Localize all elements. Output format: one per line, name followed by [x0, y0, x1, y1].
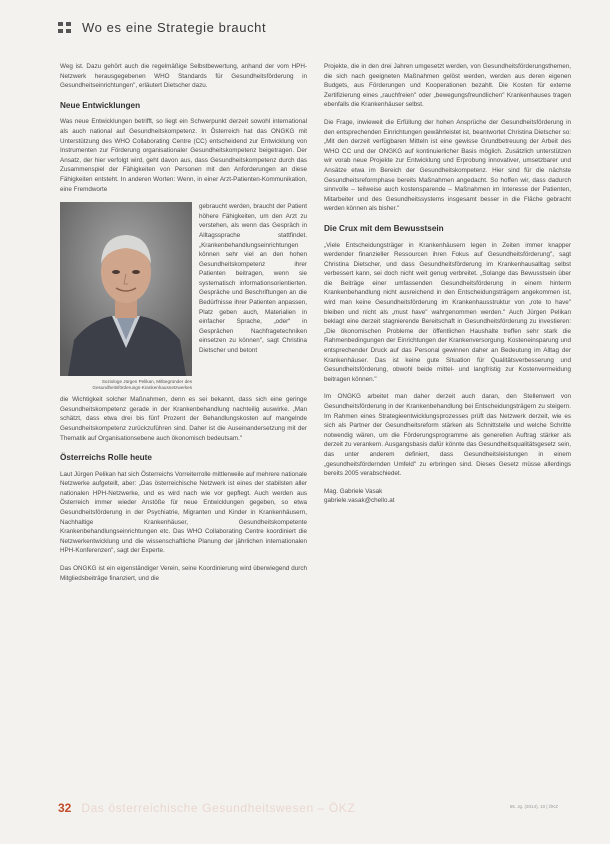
body-paragraph: Im ONGKG arbeitet man daher derzeit auch daran, den Stellenwert von Gesundheitsförderung in der Krankenbehandlung bei Entscheidungsträgern zu steigern. Im Rahmen eines Strategieentwicklungsprozesses prüft das Netzwerk derzeit, wie es sich als Partner der Gesundheitsreform stärken als Schnittstelle und welche Schritte notwendig wären, um die Förderungsprogramme als generellen Auftrag stärker als derzeit zu verankern. Ausgangsbasis dafür könnte das Gesundheitsqualitätsgesetz sein, das unter anderem definiert, dass Gesundheitsleistungen in einem „gesundheitsfördernden Umfeld" zu erbringen sind. Dieses Gesetz müsse allerdings bereits 2005 verabschiedet. — [324, 393, 571, 478]
page-header — [58, 20, 266, 35]
portrait-photo — [60, 202, 192, 376]
body-paragraph: Das ONGKG ist ein eigenständiger Verein, seine Koordinierung wird überwiegend durch Mitgliedsbeiträge finanziert, und die — [60, 565, 307, 582]
man-portrait-icon — [60, 202, 192, 376]
body-paragraph: Laut Jürgen Pelikan hat sich Österreichs Vorreiterrolle mittlerweile auf mehrere nationale Netzwerke aufgeteilt, aber: „Das österreichische Netzwerk ist eines der stabilsten aller nationalen HPH-Netzwerke, und es wird nach wie vor gepflegt. Auch werden aus Österreich immer wieder Anstöße für neue Entwicklungen gegeben, so etwa Gesundheitsförderung in der Psychiatrie, Migranten und Kinder in Krankenhäusern, Nachhaltige Krankenhäuser, Gesundheitskompetente Krankenbehandlungseinrichtungen etc. Das WHO Collaborating Centre koordiniert die Netzwerkentwicklung und die wissenschaftliche Planung der jährlichen internationalen HPH-Konferenzen", sagt der Experte. — [60, 470, 307, 555]
photo-caption: Soziologe Jürgen Pelikan, Mitbegründer des Gesundheitsförderungs-Krankenhausnetzwerkes — [92, 379, 192, 391]
portrait-figure — [60, 202, 192, 391]
section-heading-oesterreichs-rolle: Österreichs Rolle heute — [60, 453, 152, 463]
section-heading-crux: Die Crux mit dem Bewusstsein — [324, 223, 444, 233]
body-paragraph: die Wichtigkeit solcher Maßnahmen, denn es sei bekannt, dass sich eine geringe Gesundheitskompetenz gerade in der Krankenbehandlung nachteilig auswirke. „Man schätzt, dass etwa drei bis fünf Prozent der Behandlungskosten auf mangelnde Gesundheitskompetenz zurückzuführen sind. Daher ist die Auseinandersetzung mit der Thematik auf Organisationsebene auch ökonomisch bedeutsam." — [60, 396, 307, 442]
section-title: Wo es eine Strategie braucht — [82, 20, 267, 35]
author-email[interactable]: gabriele.vasak@chello.at — [324, 496, 395, 504]
body-paragraph: Projekte, die in den drei Jahren umgesetzt werden, von Gesundheitsförderungsthemen, die sich nach geeigneten Maßnahmen gelöst werden, werden aus deren eigenen Budgets, aus Förderungen und Kooperationen bezahlt. Die Kosten für externe Zertifizierung eines „rauchfreien" oder „bewegungsfreundlichen" Krankenhauses tragen ebenfalls die Krankenhäuser selbst. — [324, 63, 571, 109]
author-block — [324, 487, 571, 505]
body-paragraph: „Viele Entscheidungsträger in Krankenhäusern legen in Zeiten immer knapper werdender finanzieller Ressourcen ihren Fokus auf Gesundheitsförderung", sagt Christina Dietscher, und dass Gesundheitsförderung im Krankenhausalltag selbst verbessert kann, sei doch nicht weit genug verbreitet. „Solange das Bewusstsein über die Beiträge einer umfassenden Gesundheitsförderung in einem hinterm Krankenbehandlung nicht ausreichend in den Entscheidungsträgern angekommen ist, wird man keine Gesundheitsförderung im Krankenhausstruktur von „rote to have" bleiben und nicht als „must have" wahrgenommen werden." Auch Jürgen Pelikan beklagt eine derzeit stagnierende Bereitschaft in Gesundheitsförderung zu investieren: „Die ökonomischen Probleme der öffentlichen Haushalte treffen sehr stark die Rahmenbedingungen der Einrichtungen der Krankenversorgung. Kosteneinsparung und entsprechender Druck auf das Personal gewinnen daher an Bedeutung im Alltag der Krankenhäuser. Das ist keine gute Situation für Qualitätsverbesserung und Gesundheitsförderung, obwohl beide mittel- und langfristig zur Kostenvermeidung beitragen können." — [324, 241, 571, 383]
page-number: 32 — [58, 801, 72, 815]
page-footer — [58, 801, 578, 815]
body-paragraph: gebraucht werden, braucht der Patient höhere Fähigkeiten, um den Arzt zu verstehen, als wenn das Gespräch in Alltagssprache stattfindet. „Krankenbehandlungseinrichtungen können sehr viel an den hohen Gesundheitskompetenz ihrer Patienten beitragen, wenn sie systematisch informationsorientierten. Gespräche und Beschriftungen an die Bedürfnisse ihrer Patienten anpassen, Platz geben auch, Materialien in einfacher Sprache, „oder“ in Gesprächen Nachfragetechniken einsetzen zu können", sagt Christina Dietscher und betont — [199, 203, 307, 355]
section-heading-neue-entwicklungen: Neue Entwicklungen — [60, 100, 141, 110]
issue-info: 55. Jg. (2014), 10 | ÖKZ — [509, 804, 558, 809]
publication-title: Das österreichische Gesundheitswesen – ÖKZ — [81, 801, 356, 815]
author-name: Mag. Gabriele Vasak — [324, 487, 383, 495]
intro-paragraph: Weg ist. Dazu gehört auch die regelmäßige Selbstbewertung, anhand der vom HPH-Netzwerk herausgegebenen WHO Standards für Gesundheitsförderung in Gesundheitseinrichtungen", erläutert Dietscher dazu. — [60, 63, 307, 90]
left-column — [60, 62, 307, 591]
body-paragraph: Die Frage, inwieweit die Erfüllung der hohen Ansprüche der Gesundheitsförderung in den entsprechenden Einrichtungen gewährleistet ist, beantwortet Christina Dietscher so: „Mit den derzeit verfügbaren Mitteln ist eine gewisse Grundbetreuung der Arbeit des WHO CC und der ONGKG auf kontinuierlicher Basis möglich. Zusätzlich unterstützen wir vorab neue Projekte zur Entwicklung und Erprobung innovativer, umsetzbarer und Ansätze etwa im Bereich der Gesundheitskompetenz. Hier sind für die nächste Gesundheitsreformphase bereits Maßnahmen angedacht. So hoffen wir, dass dadurch sinnvolle – teilweise auch kostensparende – Maßnahmen im Interesse der Patienten, Mitarbeiter und des Gesundheitssystems insgesamt besser in die Fläche gebracht werden können als bisher." — [324, 118, 571, 213]
section-bullet-icon — [58, 22, 72, 34]
right-column — [324, 62, 571, 505]
body-paragraph: Was neue Entwicklungen betrifft, so liegt ein Schwerpunkt derzeit sowohl international als auch national auf Gesundheitskompetenz. In Österreich hat das ONGKG mit Unterstützung des WHO Collaborating Centre (CC) entscheidend zur Entwicklung von Instrumenten zur Förderung organisationaler Gesundheitskompetenz beigetragen. Der Ansatz, der hier verfolgt wird, geht davon aus, dass Gesundheitskompetenz durch das Zusammenspiel der Fähigkeiten von Personen mit den Anforderungen an diese Fähigkeiten entsteht. In anderen Worten: Wenn, in einer Arzt-Patienten-Kommunikation, eine Fremdworte — [60, 118, 307, 193]
